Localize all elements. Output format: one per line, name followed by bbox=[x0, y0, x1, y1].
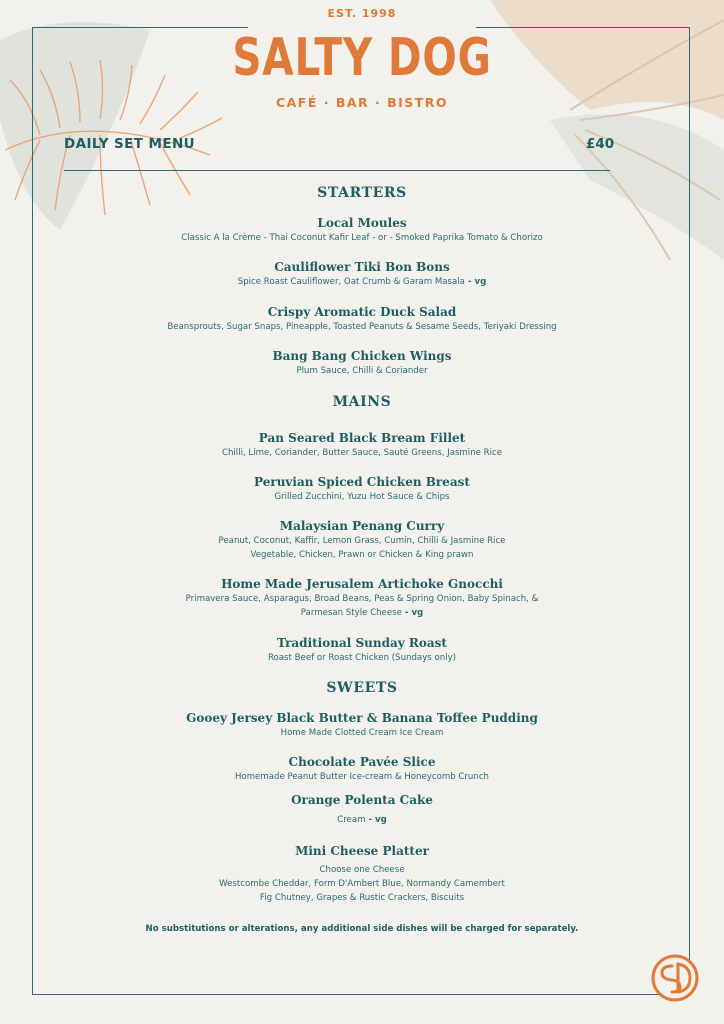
vegan-tag: - vg bbox=[401, 608, 424, 618]
menu-item-description: Homemade Peanut Butter Ice-cream & Honeycomb Crunch bbox=[234, 772, 490, 782]
menu-item bbox=[0, 259, 724, 289]
menu-item-description-line-2: Westcombe Cheddar, Form D'Ambert Blue, Normandy Camembert bbox=[219, 879, 505, 889]
menu-item-name: Orange Polenta Cake bbox=[291, 793, 433, 807]
vegan-tag: - vg bbox=[365, 815, 387, 825]
menu-item-description: Primavera Sauce, Asparagus, Broad Beans, Peas & Spring Onion, Baby Spinach, & bbox=[185, 594, 539, 604]
menu-item bbox=[0, 304, 724, 334]
menu-item bbox=[0, 754, 724, 784]
menu-item-name: Crispy Aromatic Duck Salad bbox=[267, 305, 457, 319]
menu-item-name: Pan Seared Black Bream Fillet bbox=[258, 431, 466, 445]
menu-item-description: Roast Beef or Roast Chicken (Sundays only) bbox=[267, 653, 457, 663]
menu-item-description: Beansprouts, Sugar Snaps, Pineapple, Toasted Peanuts & Sesame Seeds, Teriyaki Dressing bbox=[167, 322, 557, 332]
menu-item-name: Local Moules bbox=[317, 216, 407, 230]
menu-title: DAILY SET MENU bbox=[64, 136, 196, 152]
menu-price: £40 bbox=[586, 136, 615, 152]
menu-item-description-line-2: Vegetable, Chicken, Prawn or Chicken & King prawn bbox=[250, 550, 474, 560]
menu-item-name: Home Made Jerusalem Artichoke Gnocchi bbox=[221, 577, 503, 591]
menu-item bbox=[0, 710, 724, 740]
menu-item bbox=[0, 518, 724, 562]
menu-item-name: Gooey Jersey Black Butter & Banana Toffee Pudding bbox=[186, 711, 538, 725]
menu-item-description-line-3: Fig Chutney, Grapes & Rustic Crackers, Biscuits bbox=[259, 893, 465, 903]
vegan-tag: - vg bbox=[464, 277, 487, 287]
menu-item bbox=[0, 430, 724, 460]
menu-item bbox=[0, 215, 724, 245]
menu-item-description bbox=[0, 275, 724, 289]
brand-tagline: CAFÉ · BAR · BISTRO bbox=[275, 95, 449, 110]
menu-item-description: Home Made Clotted Cream Ice Cream bbox=[280, 728, 444, 738]
menu-footnote: No substitutions or alterations, any additional side dishes will be charged for separately. bbox=[145, 924, 579, 934]
menu-item-description: Classic A la Crème - Thai Coconut Kafir Leaf - or - Smoked Paprika Tomato & Chorizo bbox=[181, 233, 543, 243]
menu-item-name: Mini Cheese Platter bbox=[295, 844, 429, 858]
monogram-logo-icon bbox=[650, 952, 700, 1004]
menu-item-description bbox=[0, 813, 724, 827]
menu-item-description: Chilli, Lime, Coriander, Butter Sauce, Sauté Greens, Jasmine Rice bbox=[221, 448, 503, 458]
menu-item-name: Traditional Sunday Roast bbox=[277, 636, 447, 650]
menu-item-description: Grilled Zucchini, Yuzu Hot Sauce & Chips bbox=[274, 492, 450, 502]
established-label: EST. 1998 bbox=[327, 7, 397, 20]
menu-item-description-line-2 bbox=[0, 606, 724, 620]
menu-item bbox=[0, 576, 724, 620]
section-heading-sweets: SWEETS bbox=[326, 680, 398, 696]
menu-item-description-text: Parmesan Style Cheese bbox=[300, 608, 402, 618]
header-divider bbox=[64, 170, 610, 171]
menu-item bbox=[0, 792, 724, 827]
menu-item-description-text: Spice Roast Cauliflower, Oat Crumb & Garam Masala bbox=[237, 277, 465, 287]
menu-item-name: Chocolate Pavée Slice bbox=[288, 755, 436, 769]
menu-item-name: Peruvian Spiced Chicken Breast bbox=[254, 475, 470, 489]
menu-item bbox=[0, 474, 724, 504]
menu-item-description: Plum Sauce, Chilli & Coriander bbox=[296, 366, 428, 376]
menu-item-name: Bang Bang Chicken Wings bbox=[272, 349, 452, 363]
menu-item-name: Cauliflower Tiki Bon Bons bbox=[274, 260, 450, 274]
menu-item-name: Malaysian Penang Curry bbox=[279, 519, 445, 533]
menu-item bbox=[0, 348, 724, 378]
menu-item-description: Peanut, Coconut, Kaffir, Lemon Grass, Cumin, Chilli & Jasmine Rice bbox=[218, 536, 506, 546]
section-heading-mains: MAINS bbox=[332, 394, 392, 410]
section-heading-starters: STARTERS bbox=[317, 185, 407, 201]
menu-item bbox=[0, 635, 724, 665]
menu-item bbox=[0, 843, 724, 905]
menu-item-description-text: Cream bbox=[337, 815, 366, 825]
brand-logo: SALTY DOG bbox=[232, 28, 492, 88]
menu-item-description: Choose one Cheese bbox=[319, 865, 405, 875]
